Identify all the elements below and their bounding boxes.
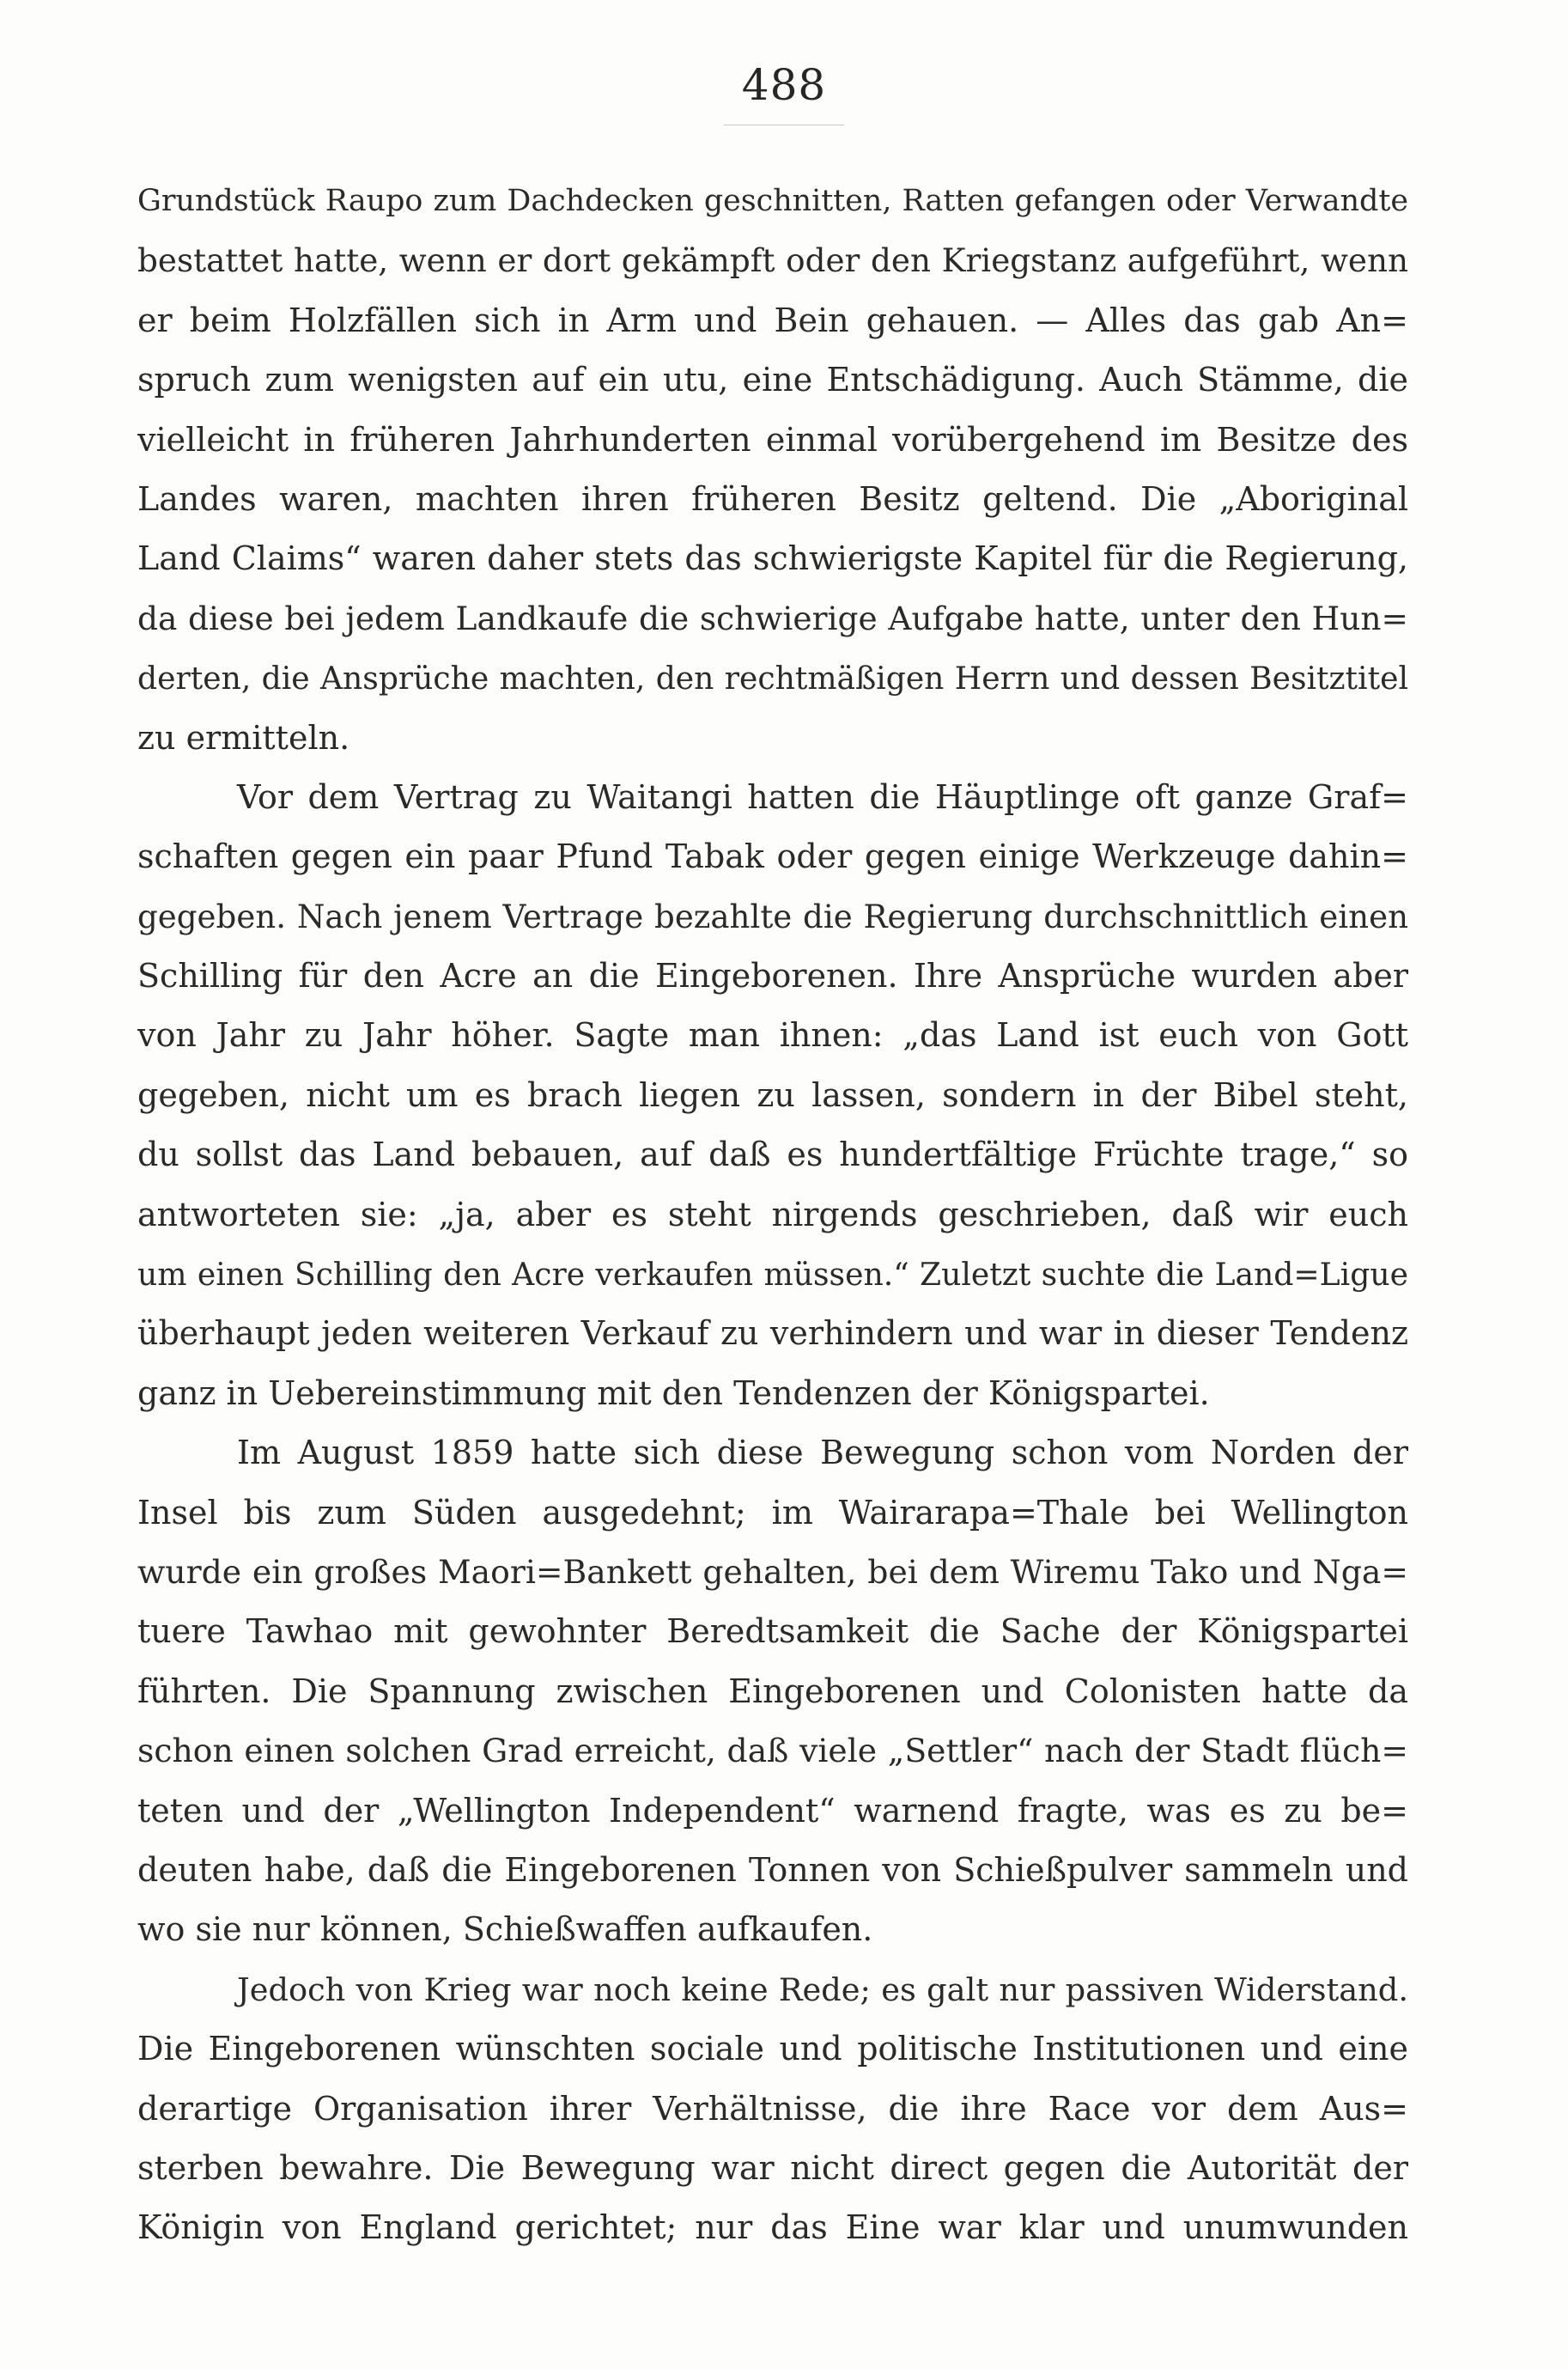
text-line: er beim Holzfällen sich in Arm und Bein gehauen. — Alles das gab An= bbox=[137, 301, 1408, 339]
text-line: Vor dem Vertrag zu Waitangi hatten die Häuptlinge oft ganze Graf= bbox=[237, 777, 1408, 816]
text-line: spruch zum wenigsten auf ein utu, eine Entschädigung. Auch Stämme, die bbox=[137, 361, 1408, 399]
text-line: von Jahr zu Jahr höher. Sagte man ihnen: „das Land ist euch von Gott bbox=[137, 1016, 1408, 1055]
text-line: wurde ein großes Maori=Bankett gehalten, bei dem Wiremu Tako und Nga= bbox=[137, 1552, 1408, 1591]
text-line: Land Claims“ waren daher stets das schwierigste Kapitel für die Regierung, bbox=[137, 539, 1408, 578]
text-line: Landes waren, machten ihren früheren Besitz geltend. Die „Aboriginal bbox=[137, 479, 1408, 518]
text-line: gegeben. Nach jenem Vertrage bezahlte die Regierung durchschnittlich einen bbox=[137, 898, 1408, 935]
text-line: derten, die Ansprüche machten, den rechtmäßigen Herrn und dessen Besitztitel bbox=[137, 660, 1408, 697]
text-line: schaften gegen ein paar Pfund Tabak oder gegen einige Werkzeuge dahin= bbox=[137, 837, 1408, 876]
text-line: um einen Schilling den Acre verkaufen müssen.“ Zuletzt suchte die Land=Ligue bbox=[137, 1256, 1408, 1294]
text-line: Im August 1859 hatte sich diese Bewegung schon vom Norden der bbox=[237, 1434, 1408, 1472]
text-line: sterben bewahre. Die Bewegung war nicht direct gegen die Autorität der bbox=[137, 2148, 1408, 2187]
text-line: ganz in Uebereinstimmung mit den Tendenzen der Königspartei. bbox=[137, 1373, 1210, 1412]
text-line: gegeben, nicht um es brach liegen zu lassen, sondern in der Bibel steht, bbox=[137, 1075, 1408, 1114]
text-line: Jedoch von Krieg war noch keine Rede; es galt nur passiven Widerstand. bbox=[237, 1970, 1408, 2008]
text-line: da diese bei jedem Landkaufe die schwierige Aufgabe hatte, unter den Hun= bbox=[137, 599, 1408, 637]
text-line: du sollst das Land bebauen, auf daß es hundertfältige Früchte trage,“ so bbox=[137, 1136, 1408, 1174]
text-line: führten. Die Spannung zwischen Eingeborenen und Colonisten hatte da bbox=[137, 1672, 1408, 1710]
text-line: Insel bis zum Süden ausgedehnt; im Wairarapa=Thale bei Wellington bbox=[137, 1493, 1408, 1532]
text-line: wo sie nur können, Schießwaffen aufkaufen. bbox=[137, 1910, 873, 1949]
text-line: schon einen solchen Grad erreicht, daß viele „Settler“ nach der Stadt flüch= bbox=[137, 1732, 1408, 1770]
text-line: zu ermitteln. bbox=[137, 718, 350, 757]
text-line: tuere Tawhao mit gewohnter Beredtsamkeit die Sache der Königspartei bbox=[137, 1612, 1408, 1651]
text-line: bestattet hatte, wenn er dort gekämpft oder den Kriegstanz aufgeführt, wenn bbox=[137, 241, 1408, 280]
page-number: 488 bbox=[741, 60, 827, 110]
text-line: derartige Organisation ihrer Verhältnisse, die ihre Race vor dem Aus= bbox=[137, 2089, 1408, 2128]
text-line: Königin von England gerichtet; nur das Eine war klar und unumwunden bbox=[137, 2208, 1408, 2247]
text-line: Die Eingeborenen wünschten sociale und politische Institutionen und eine bbox=[137, 2030, 1408, 2068]
text-line: überhaupt jeden weiteren Verkauf zu verhindern und war in dieser Tendenz bbox=[137, 1314, 1408, 1353]
text-line: Schilling für den Acre an die Eingeborenen. Ihre Ansprüche wurden aber bbox=[137, 957, 1408, 996]
text-line: teten und der „Wellington Independent“ warnend fragte, was es zu be= bbox=[137, 1791, 1408, 1830]
text-line: vielleicht in früheren Jahrhunderten einmal vorübergehend im Besitze des bbox=[137, 420, 1408, 459]
text-line: deuten habe, daß die Eingeborenen Tonnen von Schießpulver sammeln und bbox=[137, 1850, 1408, 1889]
body-text bbox=[137, 172, 1408, 2258]
text-line: antworteten sie: „ja, aber es steht nirgends geschrieben, daß wir euch bbox=[137, 1195, 1408, 1233]
text-line: Grundstück Raupo zum Dachdecken geschnitten, Ratten gefangen oder Verwandte bbox=[137, 184, 1408, 218]
